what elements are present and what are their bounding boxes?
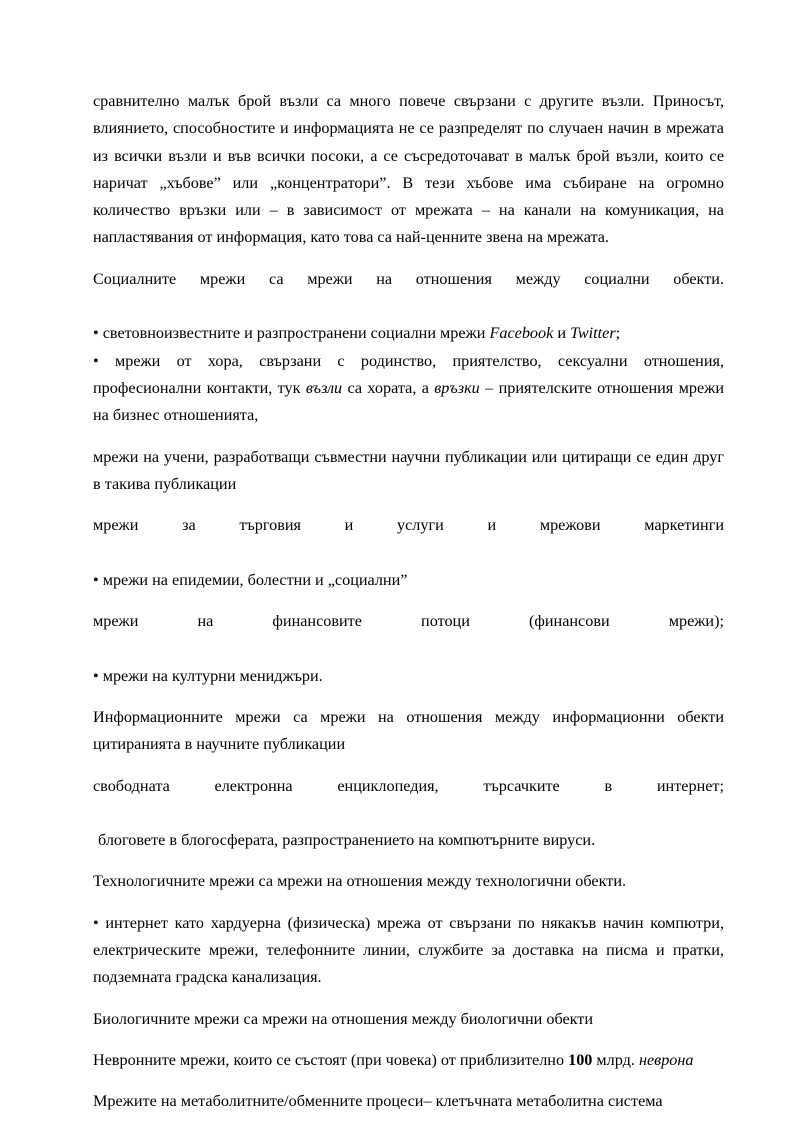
- bullet-people-networks: [93, 348, 724, 430]
- paragraph-neural-networks: [93, 1047, 724, 1074]
- paragraph-metabolic-networks: Мрежите на метаболитните/обменните процеси– клетъчната метаболитна система: [93, 1092, 663, 1111]
- paragraph-biological-networks: Биологичните мрежи са мрежи на отношения между биологични обекти: [93, 1009, 594, 1028]
- neural-text-lead: Невронните мрежи, които се състоят (при човека) от приблизително: [93, 1050, 569, 1069]
- emphasis-vrazki: връзки: [434, 378, 480, 397]
- bullet-cultural-managers: • мрежи на културни мениджъри.: [93, 666, 323, 685]
- paragraph-scientist-networks: мрежи на учени, разработващи съвместни научни публикации или цитиращи се един друг в такива публикации: [93, 447, 724, 493]
- bullet-epidemic-networks: • мрежи на епидемии, болестни и „социални”: [93, 570, 408, 589]
- emphasis-facebook: Facebook: [489, 324, 554, 343]
- emphasis-twitter: Twitter: [570, 324, 616, 343]
- bullet-text-mid: са хората, а: [342, 378, 435, 397]
- emphasis-100: 100: [568, 1050, 593, 1069]
- neural-text-mid: млрд.: [592, 1050, 639, 1069]
- paragraph-trade-networks: мрежи за търговия и услуги и мрежови маркетинги: [93, 516, 724, 535]
- emphasis-vazli: възли: [305, 378, 343, 397]
- emphasis-neurona: неврона: [638, 1050, 694, 1069]
- paragraph-social-networks-intro: Социалните мрежи са мрежи на отношения между социални обекти.: [93, 269, 724, 288]
- paragraph-blogs-text: блоговете в блогосферата, разпространението на компютърните вируси.: [98, 831, 596, 850]
- document-body: [93, 88, 724, 1116]
- paragraph-free-encyclopedia: свободната електронна енциклопедия, търсачките в интернет;: [93, 776, 724, 795]
- paragraph-information-networks: Информационните мрежи са мрежи на отношения между информационни обекти цитиранията в научните публикации: [93, 707, 724, 754]
- bullet-famous-social-networks: [93, 320, 724, 347]
- bullet-text-mid: и: [553, 324, 571, 343]
- bullet-internet-hardware: • интернет като хардуерна (физическа) мрежа от свързани по някакъв начин компютри, електрическите мрежи, телефонните линии, службите за доставка на писма и пратки, подземната градска канализация.: [93, 913, 724, 987]
- paragraph-technological-networks: Технологичните мрежи са мрежи на отношения между технологични обекти.: [93, 872, 627, 891]
- bullet-text-lead: • мрежи от хора, свързани с родинство, приятелство, сексуални отношения, професионални контакти, тук: [93, 351, 724, 397]
- paragraph-financial-networks: мрежи на финансовите потоци (финансови мрежи);: [93, 612, 724, 631]
- bullet-text-lead: • световноизвестните и разпространени социални мрежи: [93, 324, 490, 343]
- paragraph-hubs: сравнително малък брой възли са много повече свързани с другите възли. Приносът, влиянието, способностите и информацията не се разпределят по случаен начин в мрежата из всички възли и във всички посоки, а се съсредоточават в малък брой възли, които се наричат „хъбове” или „концентратори”. В тези хъбове има събиране на огромно количество връзки или – в зависимост от мрежата – на канали на комуникация, на напластявания от информация, като това са най-ценните звена на мрежата.: [93, 92, 724, 247]
- paragraph-blogs: [93, 827, 724, 854]
- bullet-text-tail: ;: [615, 324, 621, 343]
- bullet-text-tail: – приятелските отношения мрежи на бизнес отношенията,: [93, 378, 724, 425]
